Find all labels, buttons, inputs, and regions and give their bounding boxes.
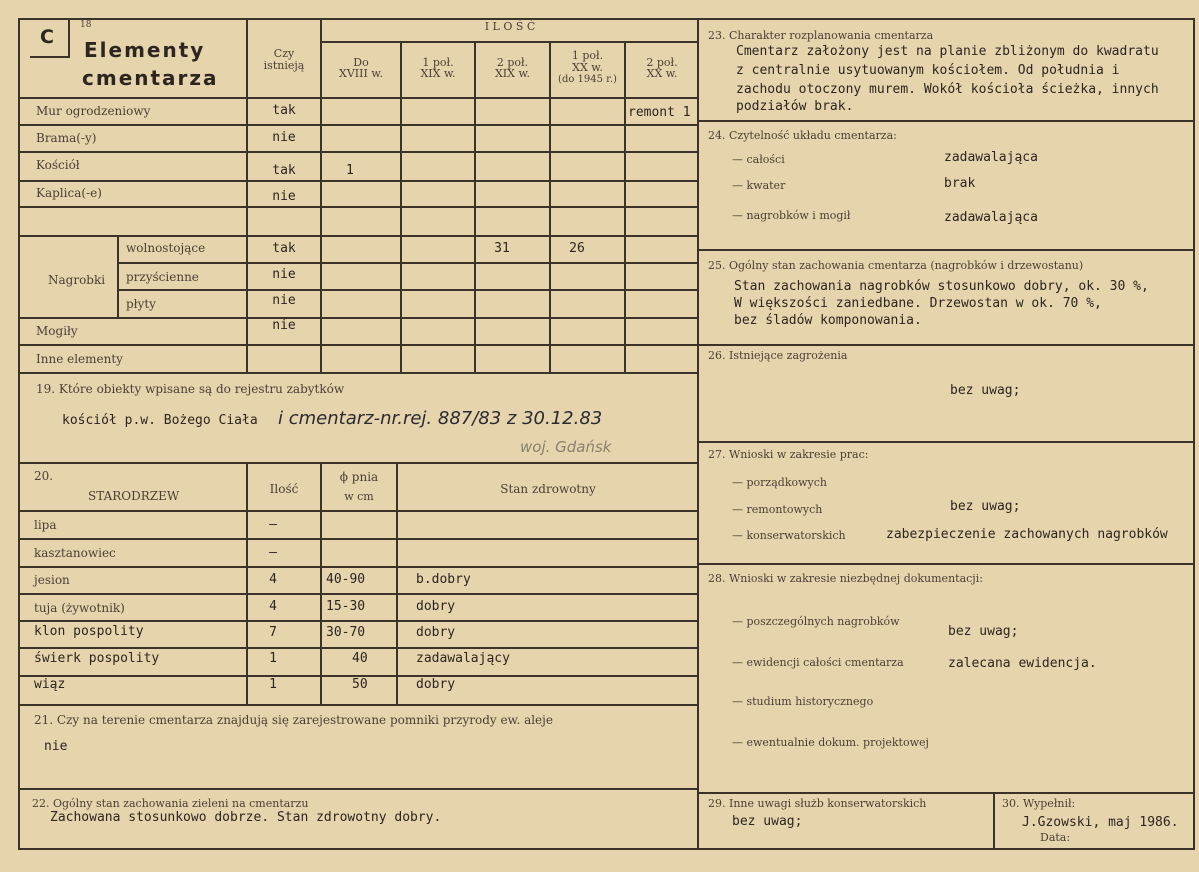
q23-line-3: zachodu otoczony murem. Wokół kościoła ścieżka, innych: [736, 82, 1159, 97]
table-title-1: Elementy: [84, 38, 206, 62]
q24-item-value-0: zadawalająca: [944, 150, 1038, 165]
ilosc-header: I L O Ś Ć: [484, 20, 536, 33]
letter-box-line: [68, 18, 70, 56]
q23-line-4: podziałów brak.: [736, 99, 854, 114]
q20-title: STARODRZEW: [88, 489, 180, 503]
nagrobki-label: Nagrobki: [48, 273, 106, 287]
row-label-kaplica: Kaplica(-e): [36, 186, 102, 200]
tree-diam-5: 40: [352, 651, 368, 666]
period-4-line1: 1 poł.: [571, 49, 604, 62]
tree-state-2: b.dobry: [416, 572, 471, 587]
period-5-line2: XX w.: [646, 67, 678, 80]
q30-answer: J.Gzowski, maj 1986.: [1022, 815, 1179, 830]
row-label-przyscienne: przyścienne: [126, 270, 199, 284]
q21-answer: nie: [44, 739, 68, 754]
q28-item-value-1: zalecana ewidencja.: [948, 656, 1097, 671]
row-line-6: [118, 262, 698, 264]
row-exists-kaplica: nie: [272, 189, 296, 204]
row-c5-mur: remont 1: [628, 105, 691, 120]
period-4-line3: (do 1945 r.): [558, 74, 617, 85]
tree-col-line-3: [396, 462, 398, 706]
q23-bottom-line: [699, 120, 1195, 122]
center-divider: [697, 18, 699, 850]
header-bottom-line: [20, 97, 698, 99]
period-2-line1: 1 poł.: [422, 56, 454, 69]
q27-label: 27. Wnioski w zakresie prac:: [708, 448, 869, 461]
tree-row-line-5: [20, 647, 698, 649]
nagrobki-divider: [117, 235, 119, 319]
q27-item-label-0: — porządkowych: [732, 476, 827, 489]
border-bottom: [18, 848, 1195, 850]
row-label-mur: Mur ogrodzeniowy: [36, 104, 151, 118]
tree-count-2: 4: [269, 572, 277, 587]
tree-name-3: tuja (żywotnik): [34, 601, 125, 615]
tree-count-4: 7: [269, 625, 277, 640]
tree-row-line-2: [20, 566, 698, 568]
col-line-c2: [400, 42, 402, 374]
q20-col-diam-1: ϕ pnia: [339, 470, 379, 484]
q27-item-label-1: — remontowych: [732, 503, 823, 516]
q24-item-label-1: — kwater: [732, 179, 786, 192]
q28-item-label-1: — ewidencji całości cmentarza: [732, 656, 904, 669]
q25-bottom-line: [699, 344, 1195, 346]
letter-box-underline: [30, 56, 70, 58]
col-line-c5: [624, 42, 626, 374]
row-line-3: [20, 180, 698, 182]
col-line-c4: [549, 42, 551, 374]
q20-col-state: Stan zdrowotny: [500, 482, 596, 496]
row-label-inne: Inne elementy: [36, 352, 123, 366]
period-1-line2: XVIII w.: [339, 67, 383, 80]
tree-state-5: zadawalający: [416, 651, 510, 666]
q27-item-value-2: zabezpieczenie zachowanych nagrobków: [886, 527, 1168, 542]
card-letter: C: [40, 26, 54, 48]
row-line-10: [20, 372, 698, 374]
q19-typed-answer: kościół p.w. Bożego Ciała: [62, 413, 258, 428]
q28-item-label-2: — studium historycznego: [732, 695, 874, 708]
tree-name-0: lipa: [34, 518, 57, 532]
tree-count-1: –: [269, 545, 277, 560]
row-exists-mur: tak: [272, 103, 296, 118]
row-line-7: [118, 289, 698, 291]
row-exists-przyscienne: nie: [272, 267, 296, 282]
q24-item-label-2: — nagrobków i mogił: [732, 209, 851, 222]
border-right: [1193, 18, 1195, 850]
card-number: 18: [80, 20, 92, 30]
period-3-line2: XIX w.: [494, 67, 531, 80]
q27-bottom-line: [699, 563, 1195, 565]
row-exists-kosciol: tak: [272, 163, 296, 178]
q22-label: 22. Ogólny stan zachowania zieleni na cmentarzu: [32, 797, 309, 810]
row-exists-mogily: nie: [272, 318, 296, 333]
q21-bottom-line: [20, 788, 698, 790]
col-line-c3: [474, 42, 476, 374]
tree-count-6: 1: [269, 677, 277, 692]
row-line-8: [20, 317, 698, 319]
q19-bottom-line: [20, 462, 698, 464]
q30-label: 30. Wypełnił:: [1002, 797, 1076, 810]
row-line-5: [20, 235, 698, 237]
tree-state-6: dobry: [416, 677, 456, 692]
q28-bottom-line: [699, 792, 1195, 794]
row-c4-wolnostojace: 26: [569, 241, 585, 256]
q26-label: 26. Istniejące zagrożenia: [708, 349, 848, 362]
q27-item-label-2: — konserwatorskich: [732, 529, 846, 542]
tree-count-5: 1: [269, 651, 277, 666]
q20-col-diam-2: w cm: [344, 490, 374, 503]
tree-count-0: –: [269, 517, 277, 532]
q26-answer: bez uwag;: [950, 383, 1021, 398]
q21-label: 21. Czy na terenie cmentarza znajdują się zarejestrowane pomniki przyrody ew. aleje: [34, 713, 553, 727]
row-label-kosciol: Kościół: [36, 158, 80, 172]
ilosc-underline: [322, 41, 698, 43]
period-3-line1: 2 poł.: [496, 56, 529, 69]
q28-item-value-0: bez uwag;: [948, 624, 1019, 639]
tree-name-5: świerk pospolity: [34, 651, 160, 666]
row-c1-kosciol: 1: [346, 163, 354, 178]
row-line-9: [20, 344, 698, 346]
exists-header-2: istnieją: [263, 59, 305, 72]
tree-row-line-7: [20, 704, 698, 706]
q27-item-value-1: bez uwag;: [950, 499, 1021, 514]
tree-name-4: klon pospolity: [34, 624, 144, 639]
q29-answer: bez uwag;: [732, 814, 803, 829]
q30-date-label: Data:: [1040, 831, 1071, 844]
tree-row-line-3: [20, 593, 698, 595]
row-label-mogily: Mogiły: [36, 324, 78, 338]
q25-line-3: bez śladów komponowania.: [734, 313, 922, 328]
q19-label: 19. Które obiekty wpisane są do rejestru zabytków: [36, 382, 345, 396]
row-label-wolnostojace: wolnostojące: [126, 241, 206, 255]
q25-label: 25. Ogólny stan zachowania cmentarza (nagrobków i drzewostanu): [708, 259, 1084, 272]
table-title-2: cmentarza: [82, 66, 219, 90]
row-exists-wolnostojace: tak: [272, 241, 296, 256]
tree-diam-3: 15-30: [326, 599, 366, 614]
tree-diam-2: 40-90: [326, 572, 366, 587]
tree-state-4: dobry: [416, 625, 456, 640]
period-1-line1: Do: [353, 56, 369, 69]
q28-item-label-0: — poszczególnych nagrobków: [732, 615, 900, 628]
tree-name-2: jesion: [34, 573, 70, 587]
q22-answer: Zachowana stosunkowo dobrze. Stan zdrowotny dobry.: [50, 810, 442, 825]
row-exists-plyty: nie: [272, 293, 296, 308]
row-label-brama: Brama(-y): [36, 131, 97, 145]
tree-row-line-4: [20, 620, 698, 622]
row-label-plyty: płyty: [126, 297, 156, 311]
q25-line-1: Stan zachowania nagrobków stosunkowo dobry, ok. 30 %,: [734, 279, 1149, 294]
q19-faint-note: woj. Gdańsk: [520, 438, 612, 456]
exists-header-1: Czy: [273, 47, 295, 60]
tree-count-3: 4: [269, 599, 277, 614]
row-line-2: [20, 151, 698, 153]
q28-item-label-3: — ewentualnie dokum. projektowej: [732, 736, 929, 749]
q24-item-value-1: brak: [944, 176, 976, 191]
border-left: [18, 18, 20, 850]
tree-name-6: wiąz: [34, 677, 66, 692]
tree-name-1: kasztanowiec: [34, 546, 116, 560]
period-2-line2: XIX w.: [420, 67, 456, 80]
tree-row-line-1: [20, 538, 698, 540]
q24-item-label-0: — całości: [732, 153, 785, 166]
q24-bottom-line: [699, 249, 1195, 251]
q20-col-count: Ilość: [269, 482, 299, 496]
tree-header-line: [20, 510, 698, 512]
period-5-line1: 2 poł.: [646, 56, 678, 69]
row-exists-brama: nie: [272, 130, 296, 145]
q29-label: 29. Inne uwagi służb konserwatorskich: [708, 797, 927, 810]
q25-line-2: W większości zaniedbane. Drzewostan w ok. 70 %,: [734, 296, 1102, 311]
q23-line-2: z centralnie usytuowanym kościołem. Od południa i: [736, 63, 1120, 78]
tree-state-3: dobry: [416, 599, 456, 614]
q20-number: 20.: [34, 469, 54, 483]
period-4-line2: XX w.: [572, 61, 603, 74]
q23-line-1: Cmentarz założony jest na planie zbliżonym do kwadratu: [736, 44, 1159, 59]
q24-label: 24. Czytelność układu cmentarza:: [708, 129, 897, 142]
q26-bottom-line: [699, 441, 1195, 443]
tree-diam-6: 50: [352, 677, 368, 692]
q24-item-value-2: zadawalająca: [944, 210, 1038, 225]
q28-label: 28. Wnioski w zakresie niezbędnej dokumentacji:: [708, 572, 983, 585]
row-line-1: [20, 124, 698, 126]
tree-diam-4: 30-70: [326, 625, 366, 640]
q19-handwritten-answer: i cmentarz-nr.rej. 887/83 z 30.12.83: [278, 408, 603, 429]
q29-q30-divider: [993, 792, 995, 850]
row-line-4: [20, 206, 698, 208]
row-c3-wolnostojace: 31: [494, 241, 510, 256]
q23-label: 23. Charakter rozplanowania cmentarza: [708, 29, 934, 42]
